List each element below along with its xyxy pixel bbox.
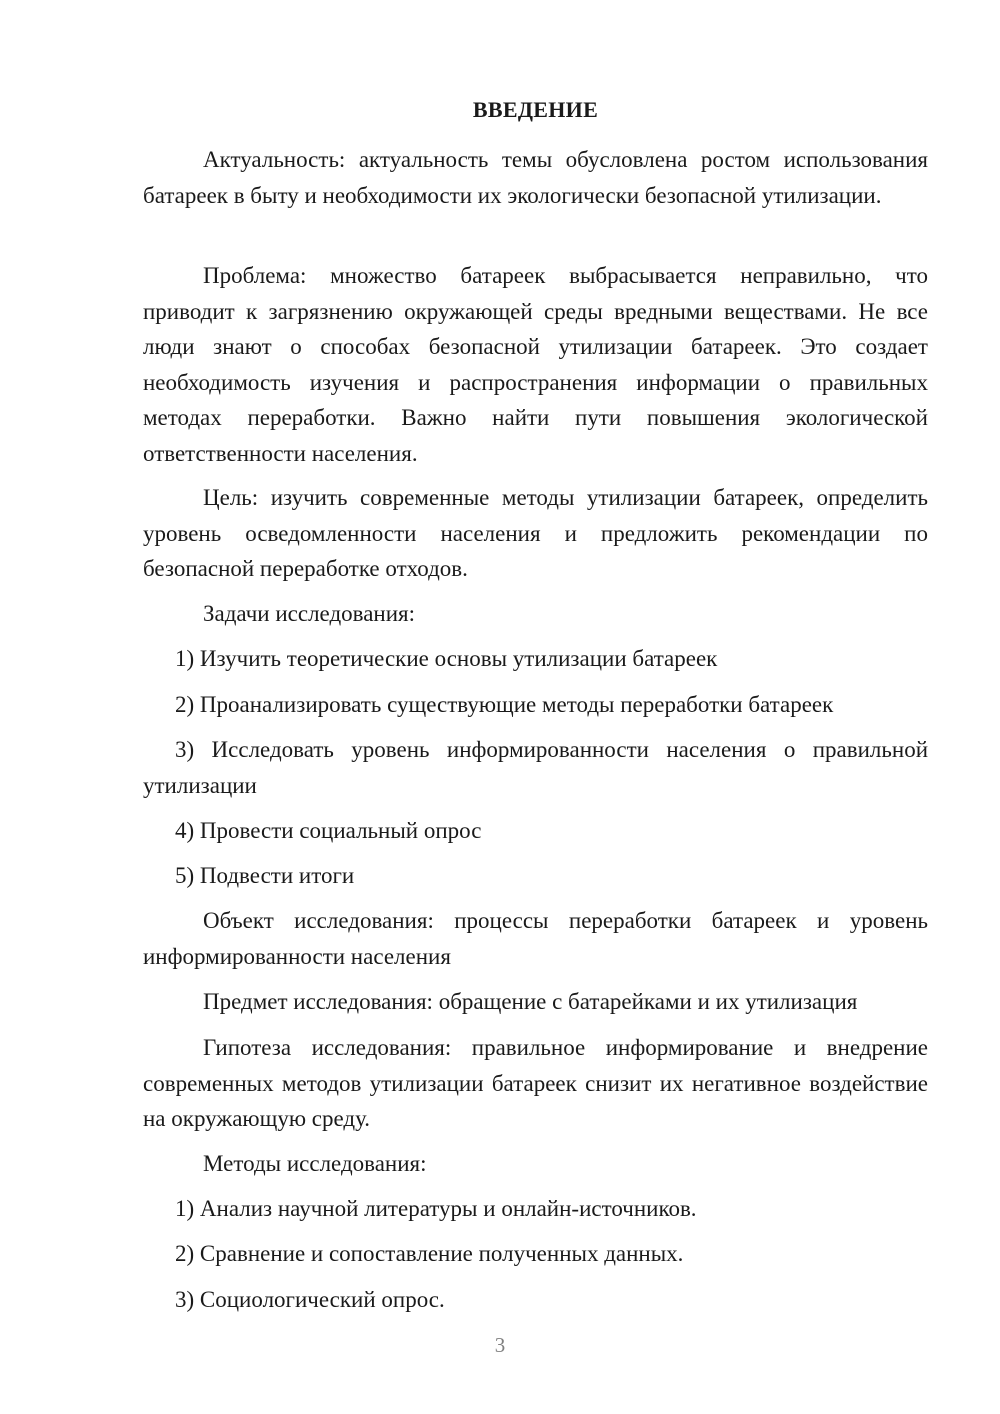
task-item: 3) Исследовать уровень информированности населения о правильной утилизации (143, 737, 928, 798)
task-item: 2) Проанализировать существующие методы переработки батареек (175, 692, 834, 717)
task-item: 4) Провести социальный опрос (175, 818, 482, 843)
method-item: 1) Анализ научной литературы и онлайн-источников. (175, 1196, 697, 1221)
page-title: ВВЕДЕНИЕ (472, 97, 599, 122)
task-item: 5) Подвести итоги (175, 863, 355, 888)
paragraph-object: Объект исследования: процессы переработки батареек и уровень информированности населения (143, 908, 928, 969)
method-item: 3) Социологический опрос. (175, 1287, 445, 1312)
paragraph-relevance: Актуальность: актуальность темы обусловлена ростом использования батареек в быту и необходимости их экологически безопасной утилизации. (143, 147, 928, 208)
paragraph-problem: Проблема: множество батареек выбрасывается неправильно, что приводит к загрязнению окружающей среды вредными веществами. Не все люди знают о способах безопасной утилизации батареек. Это создает необходимость изучения и распространения информации о правильных методах переработки. Важно найти пути повышения экологической ответственности населения. (143, 263, 928, 466)
method-item: 2) Сравнение и сопоставление полученных данных. (175, 1241, 684, 1266)
paragraph-subject: Предмет исследования: обращение с батарейками и их утилизация (203, 989, 858, 1014)
paragraph-hypothesis: Гипотеза исследования: правильное информирование и внедрение современных методов утилизации батареек снизит их негативное воздействие на окружающую среду. (143, 1035, 928, 1131)
methods-heading: Методы исследования: (203, 1151, 427, 1176)
page-number: 3 (494, 1333, 506, 1357)
task-item: 1) Изучить теоретические основы утилизации батареек (175, 646, 718, 671)
paragraph-goal: Цель: изучить современные методы утилизации батареек, определить уровень осведомленности населения и предложить рекомендации по безопасной переработке отходов. (143, 485, 928, 581)
tasks-heading: Задачи исследования: (203, 601, 416, 626)
